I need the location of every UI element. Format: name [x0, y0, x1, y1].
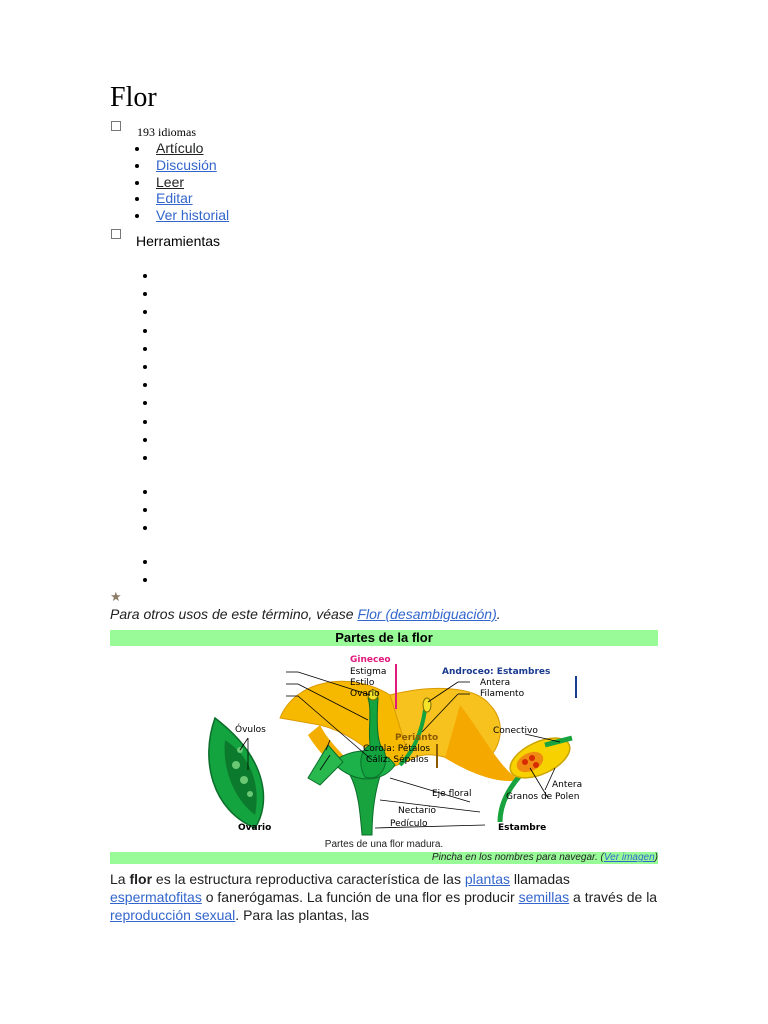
para-text: . Para las plantas, las — [235, 907, 370, 923]
hatnote-suffix: . — [496, 606, 501, 622]
label-conectivo[interactable]: Conectivo — [493, 726, 538, 736]
languages-toggle-checkbox[interactable] — [111, 121, 121, 131]
label-ovulos[interactable]: Óvulos — [235, 725, 266, 735]
label-estigma[interactable]: Estigma — [350, 667, 387, 677]
gineceo-bracket — [395, 664, 397, 709]
page-nav-tabs — [156, 140, 229, 224]
label-caliz[interactable]: Cáliz: Sépalos — [366, 755, 429, 765]
hatnote — [110, 606, 501, 622]
link-espermatofitas[interactable]: espermatofitas — [110, 889, 202, 905]
empty-list-bullet — [143, 578, 147, 582]
pollen-grain — [529, 755, 535, 761]
para-bold-term: flor — [129, 871, 153, 887]
ovule-shape — [232, 761, 240, 769]
tab-leer-label[interactable]: Leer — [156, 173, 185, 190]
para-text: a través de la — [569, 889, 658, 905]
anther-shape[interactable] — [423, 698, 431, 712]
intro-paragraph — [110, 870, 658, 924]
infobox-footer-end: ) — [654, 852, 658, 863]
tab-discusion-label[interactable]: Discusión — [156, 156, 217, 173]
empty-list-bullet — [143, 456, 147, 460]
label-antera[interactable]: Antera — [480, 678, 511, 688]
empty-list-bullet — [143, 310, 147, 314]
para-text: La — [110, 871, 130, 887]
flower-diagram — [200, 650, 590, 840]
empty-list-bullet — [143, 560, 147, 564]
tools-label[interactable]: Herramientas — [136, 233, 221, 249]
hatnote-prefix: Para otros usos de este término, véase — [110, 606, 358, 622]
label-pediculo[interactable]: Pedículo — [390, 819, 428, 829]
ovule-shape — [247, 791, 253, 797]
para-text: llamadas — [510, 871, 570, 887]
empty-list-bullet — [143, 292, 147, 296]
empty-list-bullet — [143, 365, 147, 369]
pollen-grain — [533, 762, 539, 768]
empty-list-bullet — [143, 274, 147, 278]
tab-articulo[interactable] — [156, 140, 229, 157]
stem-shape[interactable] — [350, 770, 382, 835]
label-filamento[interactable]: Filamento — [480, 689, 525, 699]
empty-list-bullet — [143, 526, 147, 530]
label-estilo[interactable]: Estilo — [350, 678, 375, 688]
infobox-footer-text: Pincha en los nombres para navegar. ( — [431, 852, 604, 863]
empty-list-bullet — [143, 508, 147, 512]
pollen-grain — [522, 759, 528, 765]
androceo-bracket — [575, 676, 577, 698]
tab-editar[interactable] — [156, 190, 229, 207]
tab-articulo-label[interactable]: Artículo — [156, 140, 204, 156]
empty-list-bullet — [143, 347, 147, 351]
tab-ver-historial-label[interactable]: Ver historial — [156, 207, 230, 224]
empty-list-bullet — [143, 401, 147, 405]
empty-list-bullet — [143, 329, 147, 333]
tab-editar-label[interactable]: Editar — [156, 190, 193, 207]
para-text: es la estructura reproductiva característica de las — [152, 871, 465, 887]
label-gineceo[interactable]: Gineceo — [350, 655, 391, 665]
empty-list-bullet — [143, 420, 147, 424]
label-nectario[interactable]: Nectario — [398, 806, 436, 816]
tools-toggle-checkbox[interactable] — [111, 229, 121, 239]
featured-star-icon: ★ — [110, 589, 122, 604]
label-perianto[interactable]: Perianto — [395, 733, 439, 743]
infobox-title: Partes de la flor — [110, 630, 658, 646]
page-title: Flor — [110, 82, 157, 113]
tab-ver-historial[interactable] — [156, 207, 229, 224]
label-ovario[interactable]: Ovario — [350, 689, 380, 699]
ver-imagen-link[interactable]: Ver imagen — [603, 852, 655, 863]
empty-list-bullet — [143, 490, 147, 494]
empty-list-bullet — [143, 438, 147, 442]
label-eje-floral[interactable]: Eje floral — [432, 789, 472, 799]
link-semillas[interactable]: semillas — [518, 889, 570, 905]
label-corola[interactable]: Corola: Pétalos — [363, 744, 431, 754]
languages-label[interactable]: 193 idiomas — [137, 125, 196, 139]
label-antera-detail[interactable]: Antera — [552, 780, 583, 790]
hatnote-link[interactable]: Flor (desambiguación) — [357, 606, 497, 622]
label-estambre[interactable]: Estambre — [498, 823, 547, 833]
infobox-caption: Partes de una flor madura. — [324, 839, 444, 850]
perianto-bracket — [436, 744, 438, 768]
infobox-footer — [110, 852, 658, 864]
label-ovario-section[interactable]: Ovario — [238, 823, 272, 833]
ovule-shape — [240, 776, 248, 784]
tab-discusion[interactable] — [156, 157, 229, 174]
label-androceo[interactable]: Androceo: Estambres — [442, 667, 551, 677]
empty-list-bullet — [143, 383, 147, 387]
tab-leer[interactable] — [156, 174, 229, 191]
link-reproduccion-sexual[interactable]: reproducción sexual — [110, 907, 236, 923]
label-granos-polen[interactable]: Granos de Polen — [506, 792, 580, 802]
link-plantas[interactable]: plantas — [464, 871, 510, 887]
para-text: o fanerógamas. La función de una flor es producir — [201, 889, 519, 905]
